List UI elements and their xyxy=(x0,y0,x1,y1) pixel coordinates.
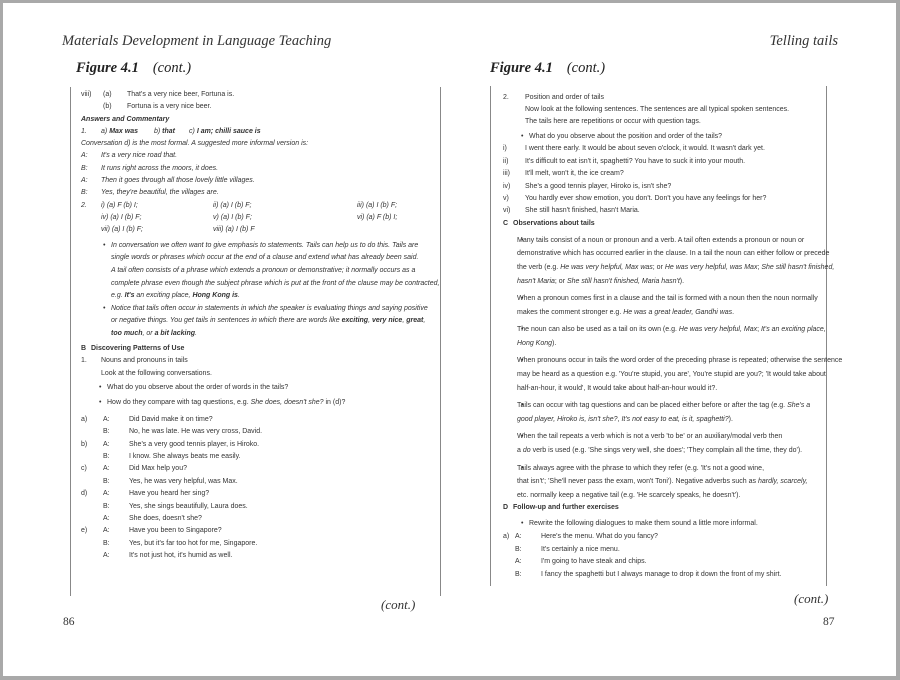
text: ; xyxy=(757,263,762,271)
text-line xyxy=(517,275,818,289)
instruction-line: Now look at the following sentences. The sentences are all typical spoken sentences. xyxy=(525,106,790,114)
text: a xyxy=(517,447,523,455)
instruction: Look at the following conversations. xyxy=(101,369,212,377)
list-row xyxy=(503,543,818,555)
speaker: B: xyxy=(515,570,522,578)
text: ). xyxy=(728,415,733,423)
commentary-bullets xyxy=(81,240,440,341)
text: makes the comment stronger e.g. xyxy=(517,308,624,316)
section-d-instruction: • Rewrite the following dialogues to make them sound a little more informal. xyxy=(503,518,818,530)
conversation-list xyxy=(81,413,432,562)
example: He was very helpful, was Max xyxy=(664,263,758,271)
list-row xyxy=(81,487,432,499)
commentary-bullet-1 xyxy=(101,240,440,303)
section-letter: C xyxy=(503,219,509,227)
left-figure-box xyxy=(70,87,441,596)
informal-line xyxy=(81,175,432,187)
line-text: I fancy the spaghetti but I always manage to drop it down the front of my shirt. xyxy=(541,570,782,578)
informal-line xyxy=(81,150,432,162)
text-line: demonstrative which has occurred earlier in the clause. In a tail the noun can either follow or precede xyxy=(517,250,830,258)
line-text: Yes, he was very helpful, was Max. xyxy=(129,477,238,485)
example: He was very helpful, Max xyxy=(678,326,758,334)
answer-cell: iii) (a) I (b) F; xyxy=(357,201,398,209)
speaker: B: xyxy=(515,545,522,553)
list-row xyxy=(503,168,818,180)
emphasis: It's xyxy=(124,292,135,300)
text: Tails can occur with tag questions and can be placed either before or after the tag (e.g. xyxy=(517,402,788,410)
emphasis: very nice xyxy=(371,317,403,325)
text: , xyxy=(423,317,426,325)
line-text: It's certainly a nice menu. xyxy=(541,545,620,553)
text-line xyxy=(517,444,818,458)
text-line: A tail often consists of a phrase which extends a pronoun or demonstrative; it normally occurs as a xyxy=(111,266,416,274)
list-row xyxy=(81,450,432,462)
list-row xyxy=(503,205,818,217)
text: ; or xyxy=(554,277,567,285)
text-line: • In conversation we often want to give emphasis to statements. Tails can help us to do this. Tails are xyxy=(111,241,419,249)
line-text: Did Max help you? xyxy=(129,465,187,473)
list-row xyxy=(81,425,432,437)
item-letter: (b) xyxy=(103,103,112,111)
emphasis: great xyxy=(406,317,424,325)
item-2 xyxy=(503,92,818,104)
example: She does, doesn't she? xyxy=(250,398,324,406)
text: . xyxy=(732,308,735,316)
item-title: Nouns and pronouns in tails xyxy=(101,357,188,365)
observation-3 xyxy=(503,323,826,350)
answer-label: b) xyxy=(153,127,161,135)
text: ). xyxy=(679,277,685,285)
list-row xyxy=(503,555,818,567)
commentary-bullet-2 xyxy=(101,303,432,341)
text: e.g. xyxy=(111,292,125,300)
answer-cell: vi) (a) F (b) I; xyxy=(357,213,398,221)
text: The noun can also be used as a tail on its own (e.g. xyxy=(517,326,679,334)
speaker: B: xyxy=(103,428,110,436)
list-row xyxy=(81,438,432,450)
text: ). xyxy=(552,339,557,347)
conversation-note: Conversation d) is the most formal. A suggested more informal version is: xyxy=(81,140,309,148)
line-text: I know. She always beats me easily. xyxy=(129,453,241,461)
example: He was a great leader, Gandhi was xyxy=(623,308,733,316)
speaker: A: xyxy=(103,490,110,498)
text: How do they compare with tag questions, e.g. xyxy=(107,398,251,406)
answer-cell: iv) (a) I (b) F; xyxy=(101,213,142,221)
answer-cell: v) (a) I (b) F; xyxy=(213,213,252,221)
sentence-text: I went there early. It would be about seven o'clock, it would. It wasn't dark yet. xyxy=(525,145,765,153)
speaker: A: xyxy=(103,440,110,448)
line-text: Yes, they're beautiful, the villages are. xyxy=(101,189,219,197)
speaker: A: xyxy=(515,558,522,566)
section-c-heading xyxy=(503,218,818,230)
list-row xyxy=(81,549,432,561)
section-title: Discovering Patterns of Use xyxy=(91,345,185,353)
right-running-head: Telling tails xyxy=(769,33,838,49)
sentence-text: You hardly ever show emotion, you don't. Don't you have any feelings for her? xyxy=(525,194,767,202)
line-text: She's a very good tennis player, is Hiroko. xyxy=(129,440,260,448)
speaker: B: xyxy=(81,189,88,197)
text-line: may be heard as a question e.g. 'You're stupid, you are', You're stupid are you?; 'It would take about xyxy=(517,371,826,379)
text-line: • Many tails consist of a noun or pronoun and a verb. A tail often extends a pronoun or noun or xyxy=(517,236,805,244)
line-text: Yes, she sings beautifully, Laura does. xyxy=(129,502,248,510)
left-running-head: Materials Development in Language Teaching xyxy=(62,33,332,49)
text: that isn't'; 'She'll never pass the exam, won't Toni'). Negative adverbs such as xyxy=(517,478,758,486)
item-title: Position and order of tails xyxy=(525,94,604,101)
sentence-number: ii) xyxy=(503,157,509,165)
text-line: half-an-hour, it would', It would take about half-an-hour would it?. xyxy=(517,384,718,392)
sentence-text: She's a good tennis player, Hiroko is, isn't she? xyxy=(525,182,672,190)
instruction-line: The tails here are repetitions or occur with question tags. xyxy=(525,118,701,126)
line-text: Did David make it on time? xyxy=(129,415,213,423)
item-number: 1. xyxy=(81,357,87,365)
speaker: A: xyxy=(103,552,110,560)
example: She still hasn't finished, Maria hasn't xyxy=(566,277,680,285)
line-text: It's a very nice road that. xyxy=(101,152,178,160)
conversation-label: a) xyxy=(81,415,88,423)
observation-4 xyxy=(503,354,843,395)
answer-2-grid xyxy=(101,200,457,236)
conversation-label: b) xyxy=(81,440,88,448)
answer-1 xyxy=(81,126,432,138)
speaker: A: xyxy=(81,152,88,160)
answer-number: 1. xyxy=(81,127,87,135)
text: ; xyxy=(757,326,761,334)
answer-cell xyxy=(357,224,457,236)
right-cont-footer xyxy=(794,591,828,607)
line-text: It's not just hot, it's humid as well. xyxy=(129,552,233,560)
example: He was very helpful, Max was xyxy=(560,263,653,271)
answer-b: that xyxy=(162,127,176,135)
text-line xyxy=(517,323,826,337)
text: , xyxy=(368,317,372,325)
sentence-number: v) xyxy=(503,194,509,202)
example: hardly, scarcely, xyxy=(757,478,808,486)
text-line xyxy=(517,261,835,275)
viii-row-b xyxy=(81,101,432,113)
speaker: B: xyxy=(103,502,110,510)
line-text: Here's the menu. What do you fancy? xyxy=(541,533,658,541)
sentence-number: vi) xyxy=(503,207,511,215)
answer-cell: i) (a) F (b) I; xyxy=(101,201,138,209)
sentence-list xyxy=(503,143,818,217)
example: hasn't Maria xyxy=(517,277,555,285)
speaker: B: xyxy=(103,539,110,547)
item-text: Fortuna is a very nice beer. xyxy=(127,103,212,111)
example: She's a xyxy=(787,402,811,410)
line-text: No, he was late. He was very cross, David. xyxy=(129,428,263,436)
right-page-number: 87 xyxy=(823,616,835,628)
item-letter: (a) xyxy=(103,91,112,98)
speaker: A: xyxy=(103,415,110,423)
observation-5 xyxy=(503,399,818,426)
section-title: Follow-up and further exercises xyxy=(513,504,619,512)
cont-text: (cont.) xyxy=(794,591,829,606)
list-row xyxy=(81,512,432,524)
sentence-number: iv) xyxy=(503,182,511,190)
sentence-number: i) xyxy=(503,145,507,153)
text-line: etc. normally keep a negative tail (e.g. 'He scarcely speaks, he doesn't'). xyxy=(517,491,741,499)
left-cont-footer xyxy=(381,597,415,613)
text: , xyxy=(402,317,407,325)
line-text: I'm going to have steak and chips. xyxy=(541,558,647,566)
text-line xyxy=(517,413,818,427)
section-letter: B xyxy=(81,345,87,353)
list-row xyxy=(503,530,818,542)
speaker: A: xyxy=(515,533,522,541)
list-row xyxy=(81,413,432,425)
sentence-text: It'll melt, won't it, the ice cream? xyxy=(525,170,624,178)
answer-cell: vii) (a) I (b) F; xyxy=(101,225,143,233)
text-line xyxy=(111,315,432,328)
item-number: 2. xyxy=(503,94,509,101)
section-d-heading xyxy=(503,502,818,514)
right-figure-box xyxy=(490,86,843,586)
answer-cell: ii) (a) I (b) F; xyxy=(213,201,252,209)
question-1: • What do you observe about the order of words in the tails? xyxy=(81,382,432,394)
answer-label: a) xyxy=(101,127,108,135)
text-line: • When pronouns occur in tails the word order of the preceding phrase is repeated; otherwise the sentence xyxy=(517,357,843,365)
text: , or xyxy=(142,329,155,337)
example: It's an exciting place, xyxy=(760,326,826,334)
emphasis: exciting xyxy=(341,317,369,325)
answer-2 xyxy=(81,200,432,236)
speaker: A: xyxy=(81,176,88,184)
observation-1 xyxy=(503,234,835,288)
text: ; or xyxy=(652,263,665,271)
speaker: B: xyxy=(81,164,88,172)
answer-a: Max was xyxy=(109,127,138,135)
text: verb is used (e.g. 'She sings very well, she does'; 'They complain all the time, they do'). xyxy=(530,447,803,455)
text-line xyxy=(517,475,818,489)
left-figure-cont: (cont.) xyxy=(152,60,192,76)
example: She still hasn't finished, xyxy=(761,263,835,271)
text-line xyxy=(111,328,432,341)
item-text: That's a very nice beer, Fortuna is. xyxy=(127,91,235,98)
list-row xyxy=(503,143,818,155)
list-row xyxy=(503,181,818,193)
list-row xyxy=(503,156,818,168)
observation-2 xyxy=(503,292,818,319)
text: , xyxy=(617,415,622,423)
line-text: She does, doesn't she? xyxy=(129,515,202,522)
speaker: A: xyxy=(103,515,110,522)
example: It's not easy to eat, is it, spaghetti? xyxy=(621,415,729,423)
list-row xyxy=(81,500,432,512)
left-page-number: 86 xyxy=(63,616,75,628)
example: good player, Hiroko is, isn't she? xyxy=(517,415,618,423)
conversation-label: c) xyxy=(81,465,87,473)
observations xyxy=(503,234,843,503)
dialogue-label: a) xyxy=(503,533,510,541)
text-line xyxy=(111,290,432,303)
left-figure-label: Figure 4.1 xyxy=(76,60,139,76)
viii-row-a xyxy=(81,89,432,101)
conversation-label: e) xyxy=(81,527,88,535)
speaker: B: xyxy=(103,477,110,485)
text: . xyxy=(237,292,240,300)
text: an exciting place, xyxy=(134,292,193,300)
text-line xyxy=(517,399,818,413)
emphasis: a bit lacking xyxy=(154,329,196,337)
question-2 xyxy=(81,397,432,409)
line-text: Then it goes through all those lovely little villages. xyxy=(101,176,255,184)
text-line xyxy=(517,337,818,351)
informal-line xyxy=(81,187,432,199)
text-line: • Notice that tails often occur in statements in which the speaker is evaluating things and saying positive xyxy=(111,304,428,312)
text-line: single words or phrases which occur at the end of a clause and extend what has already been said. xyxy=(111,254,419,262)
d-dialogue-list xyxy=(503,530,818,580)
observation-6 xyxy=(503,430,818,457)
right-figure-cont: (cont.) xyxy=(566,60,606,76)
sentence-text: She still hasn't finished, hasn't Maria. xyxy=(525,207,640,215)
list-row xyxy=(81,524,432,536)
section-title: Observations about tails xyxy=(513,219,595,227)
example: do xyxy=(522,447,531,455)
line-text: Have you heard her sing? xyxy=(129,490,210,498)
left-figure-title xyxy=(76,60,191,77)
list-row xyxy=(503,568,818,580)
answer-number: 2. xyxy=(81,201,87,209)
text-line: complete phrase even though the subject phrase which is put at the front of the clause may be contracted, xyxy=(111,279,440,287)
speaker: B: xyxy=(103,453,110,461)
example: Hong Kong xyxy=(517,339,553,347)
answer-label: c) xyxy=(189,127,195,135)
text-line: • Tails always agree with the phrase to which they refer (e.g. 'It's not a good wine, xyxy=(517,464,765,472)
line-text: It runs right across the moors, it does. xyxy=(101,164,219,172)
answer-cell: viii) (a) I (b) F xyxy=(213,225,255,233)
section-b-item xyxy=(81,355,432,367)
conversation-label: d) xyxy=(81,490,88,498)
text-line: • When the tail repeats a verb which is not a verb 'to be' or an auxiliary/modal verb then xyxy=(517,433,783,441)
cont-text: (cont.) xyxy=(381,597,416,612)
text: or negative things. You get tails in sentences in which there are words like xyxy=(111,317,342,325)
item-number: viii) xyxy=(81,91,92,98)
text: . xyxy=(195,329,197,337)
observation-7 xyxy=(503,462,818,503)
item-2-question: • What do you observe about the position and order of the tails? xyxy=(503,131,818,143)
line-text: Have you been to Singapore? xyxy=(129,527,222,535)
informal-line xyxy=(81,163,432,175)
text-line xyxy=(517,306,818,320)
speaker: A: xyxy=(103,527,110,535)
emphasis: too much xyxy=(111,329,143,337)
text: in (d)? xyxy=(323,398,346,406)
answer-c: I am; chilli sauce is xyxy=(196,127,261,135)
text-line: • When a pronoun comes first in a clause and the tail is formed with a noun then the noun normally xyxy=(517,295,818,303)
right-figure-label: Figure 4.1 xyxy=(490,60,553,76)
section-b-heading xyxy=(81,343,432,355)
line-text: Yes, but it's far too hot for me, Singapore. xyxy=(129,539,258,547)
sentence-number: iii) xyxy=(503,170,510,178)
list-row xyxy=(81,475,432,487)
section-letter: D xyxy=(503,504,509,512)
emphasis: Hong Kong is xyxy=(192,292,238,300)
speaker: A: xyxy=(103,465,110,473)
answers-heading: Answers and Commentary xyxy=(81,115,170,123)
list-row xyxy=(81,537,432,549)
list-row xyxy=(81,462,432,474)
sentence-text: It's difficult to eat isn't it, spaghetti? You have to suck it into your mouth. xyxy=(525,157,746,165)
right-figure-title xyxy=(490,60,605,77)
list-row xyxy=(503,193,818,205)
text: the verb (e.g. xyxy=(517,263,561,271)
